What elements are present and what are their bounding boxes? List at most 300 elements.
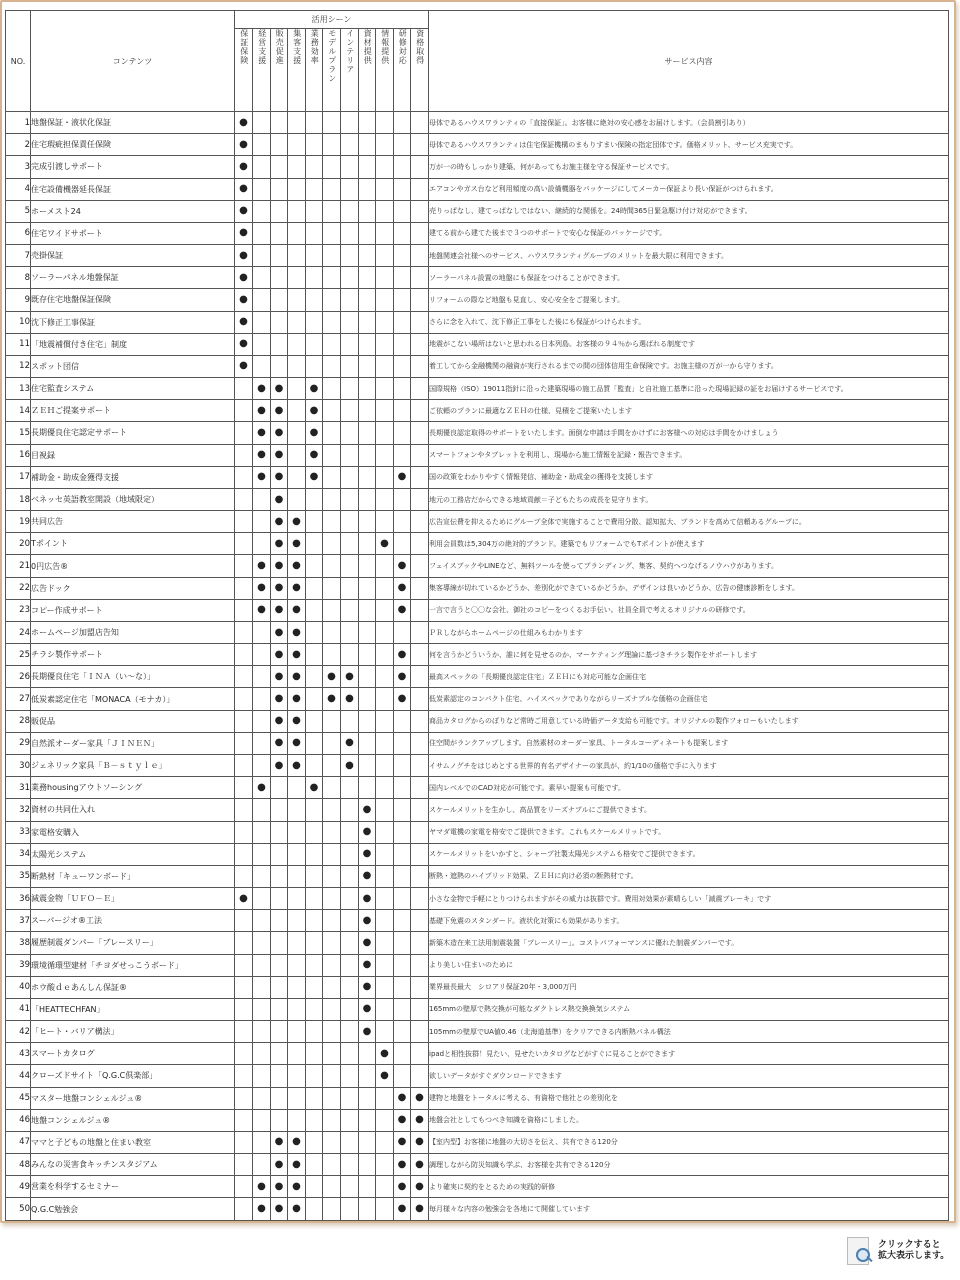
- scene-cell: [376, 599, 394, 621]
- scene-cell: [323, 511, 341, 533]
- scene-cell: [271, 799, 288, 821]
- scene-mark: ●: [323, 688, 341, 710]
- table-row: [6, 621, 949, 643]
- scene-cell: [359, 267, 376, 289]
- service-description: 利用会員数は5,304万の絶対的ブランド。建築でもリフォームでもTポイントが使えます: [429, 533, 949, 555]
- scene-mark: ●: [359, 998, 376, 1020]
- header-scene: [376, 29, 394, 112]
- scene-mark: ●: [411, 1154, 429, 1176]
- table-row: [6, 688, 949, 710]
- scene-cell: [411, 644, 429, 666]
- row-number: 31: [6, 777, 31, 799]
- scene-cell: [394, 400, 411, 422]
- scene-mark: ●: [271, 754, 288, 776]
- scene-cell: [341, 134, 359, 156]
- scene-cell: [235, 511, 253, 533]
- scene-cell: [323, 976, 341, 998]
- scene-cell: [235, 799, 253, 821]
- scene-cell: [288, 245, 306, 267]
- scene-cell: [323, 1043, 341, 1065]
- table-row: [6, 1109, 949, 1131]
- service-description: より美しい住まいのために: [429, 954, 949, 976]
- scene-cell: [288, 777, 306, 799]
- row-number: 43: [6, 1043, 31, 1065]
- table-row: [6, 777, 949, 799]
- scene-cell: [376, 422, 394, 444]
- row-number: 41: [6, 998, 31, 1020]
- scene-mark: ●: [359, 976, 376, 998]
- scene-cell: [341, 378, 359, 400]
- service-description: ご依頼のプランに最適なＺＥＨの仕様、見積をご提案いたします: [429, 400, 949, 422]
- scene-cell: [394, 954, 411, 976]
- scene-cell: [288, 976, 306, 998]
- scene-cell: [323, 1065, 341, 1087]
- scene-cell: [376, 843, 394, 865]
- scene-cell: [323, 134, 341, 156]
- scene-cell: [235, 422, 253, 444]
- service-description: 母体であるハウスワランティの「直接保証」。お客様に絶対の安心感をお届けします。（会員割引あり）: [429, 112, 949, 134]
- scene-mark: ●: [394, 688, 411, 710]
- scene-cell: [253, 688, 271, 710]
- scene-mark: ●: [341, 666, 359, 688]
- scene-mark: ●: [411, 1131, 429, 1153]
- scene-mark: ●: [411, 1109, 429, 1131]
- service-table: [5, 10, 949, 1221]
- header-scene-label: 研修対応: [398, 29, 408, 65]
- scene-cell: [394, 134, 411, 156]
- scene-cell: [288, 865, 306, 887]
- scene-cell: [323, 112, 341, 134]
- table-row: [6, 444, 949, 466]
- scene-cell: [394, 1021, 411, 1043]
- scene-cell: [271, 821, 288, 843]
- table-row: [6, 245, 949, 267]
- scene-mark: ●: [235, 222, 253, 244]
- scene-cell: [306, 644, 323, 666]
- content-name: 履歴制震ダンパー「ブレースリー」: [31, 932, 235, 954]
- table-row: [6, 1087, 949, 1109]
- scene-cell: [341, 200, 359, 222]
- scene-cell: [323, 954, 341, 976]
- scene-cell: [306, 1043, 323, 1065]
- scene-mark: ●: [306, 466, 323, 488]
- service-description: ipadと相性抜群！見たい、見せたいカタログなどがすぐに見ることができます: [429, 1043, 949, 1065]
- scene-mark: ●: [253, 400, 271, 422]
- scene-mark: ●: [288, 666, 306, 688]
- scene-cell: [411, 710, 429, 732]
- scene-cell: [306, 1154, 323, 1176]
- service-description: 一言で言うと〇〇な会社、御社のコピーをつくるお手伝い。社員全員で考えるオリジナルの研修です。: [429, 599, 949, 621]
- scene-cell: [271, 976, 288, 998]
- scene-cell: [359, 488, 376, 510]
- content-name: Q.G.C勉強会: [31, 1198, 235, 1220]
- scene-cell: [394, 754, 411, 776]
- scene-mark: ●: [235, 311, 253, 333]
- scene-cell: [253, 799, 271, 821]
- scene-mark: ●: [288, 533, 306, 555]
- scene-cell: [271, 245, 288, 267]
- row-number: 16: [6, 444, 31, 466]
- header-scene-label: 保証保険: [239, 29, 249, 65]
- scene-cell: [306, 289, 323, 311]
- scene-cell: [253, 245, 271, 267]
- scene-cell: [394, 865, 411, 887]
- magnifier-icon: [847, 1237, 873, 1265]
- scene-cell: [306, 954, 323, 976]
- scene-cell: [376, 488, 394, 510]
- scene-cell: [288, 112, 306, 134]
- service-description: さらに念を入れて、沈下修正工事をした後にも保証がつけられます。: [429, 311, 949, 333]
- scene-cell: [288, 1021, 306, 1043]
- scene-mark: ●: [271, 644, 288, 666]
- scene-cell: [235, 466, 253, 488]
- scene-cell: [235, 821, 253, 843]
- scene-cell: [323, 311, 341, 333]
- scene-mark: ●: [253, 577, 271, 599]
- table-row: [6, 178, 949, 200]
- scene-cell: [341, 1109, 359, 1131]
- scene-cell: [376, 511, 394, 533]
- service-description: 地盤会社としてもつべき知識を資格にしました。: [429, 1109, 949, 1131]
- scene-cell: [394, 267, 411, 289]
- scene-cell: [411, 599, 429, 621]
- scene-cell: [323, 599, 341, 621]
- scene-cell: [253, 311, 271, 333]
- scene-cell: [235, 1065, 253, 1087]
- scene-cell: [376, 754, 394, 776]
- scene-cell: [235, 621, 253, 643]
- scene-mark: ●: [411, 1198, 429, 1220]
- table-row: [6, 821, 949, 843]
- scene-cell: [376, 1109, 394, 1131]
- scene-mark: ●: [235, 333, 253, 355]
- table-row: [6, 112, 949, 134]
- row-number: 21: [6, 555, 31, 577]
- scene-mark: ●: [359, 799, 376, 821]
- table-row: [6, 932, 949, 954]
- scene-mark: ●: [253, 444, 271, 466]
- scene-mark: ●: [288, 688, 306, 710]
- scene-mark: ●: [253, 466, 271, 488]
- scene-mark: ●: [271, 732, 288, 754]
- service-description: ＰＲしながらホームページの仕組みもわかります: [429, 621, 949, 643]
- scene-cell: [253, 1109, 271, 1131]
- scene-mark: ●: [359, 1021, 376, 1043]
- scene-cell: [341, 444, 359, 466]
- scene-cell: [341, 112, 359, 134]
- scene-mark: ●: [394, 1109, 411, 1131]
- table-row: [6, 200, 949, 222]
- scene-cell: [306, 1109, 323, 1131]
- header-scene-label: 販売促進: [275, 29, 285, 65]
- scene-cell: [288, 998, 306, 1020]
- service-description: イサムノグチをはじめとする世界的有名デザイナーの家具が、約1/10の価格で手に入ります: [429, 754, 949, 776]
- scene-cell: [359, 1109, 376, 1131]
- scene-cell: [394, 799, 411, 821]
- scene-cell: [376, 466, 394, 488]
- scene-cell: [271, 1021, 288, 1043]
- scene-cell: [253, 888, 271, 910]
- row-number: 38: [6, 932, 31, 954]
- service-description: スマートフォンやタブレットを利用し、現場から施工情報を記録・報告できます。: [429, 444, 949, 466]
- row-number: 29: [6, 732, 31, 754]
- scene-cell: [376, 222, 394, 244]
- scene-cell: [235, 1131, 253, 1153]
- service-description: 【室内型】お客様に地盤の大切さを伝え、共有できる120分: [429, 1131, 949, 1153]
- scene-cell: [306, 666, 323, 688]
- scene-mark: ●: [394, 644, 411, 666]
- scene-cell: [253, 976, 271, 998]
- row-number: 42: [6, 1021, 31, 1043]
- service-description: 国の政策をわかりやすく情報発信、補助金・助成金の獲得を支援します: [429, 466, 949, 488]
- service-description: 国際規格（ISO）19011指針に沿った建築現場の施工品質「監査」と自社施工基準に沿った現場記録の証をお届けするサービスです。: [429, 378, 949, 400]
- scene-mark: ●: [271, 1198, 288, 1220]
- content-name: 住宅監査システム: [31, 378, 235, 400]
- content-name: ホームページ加盟店告知: [31, 621, 235, 643]
- service-description: 着工してから金融機関の融資が実行されるまでの間の団体信用生命保険です。お施主様の万が一から守ります。: [429, 355, 949, 377]
- scene-cell: [411, 400, 429, 422]
- content-name: 営業を科学するセミナー: [31, 1176, 235, 1198]
- scene-cell: [359, 777, 376, 799]
- table-row: [6, 1021, 949, 1043]
- scene-cell: [376, 378, 394, 400]
- content-name: 地盤コンシェルジュ®: [31, 1109, 235, 1131]
- scene-cell: [394, 710, 411, 732]
- table-row: [6, 998, 949, 1020]
- scene-cell: [306, 710, 323, 732]
- scene-cell: [323, 1131, 341, 1153]
- scene-mark: ●: [271, 621, 288, 643]
- scene-cell: [376, 112, 394, 134]
- scene-cell: [253, 511, 271, 533]
- scene-cell: [235, 954, 253, 976]
- table-row: [6, 1065, 949, 1087]
- service-description: 国内レベルでのCAD対応が可能です。素早い提案も可能です。: [429, 777, 949, 799]
- scene-cell: [323, 998, 341, 1020]
- table-row: [6, 843, 949, 865]
- scene-cell: [323, 267, 341, 289]
- scene-cell: [341, 599, 359, 621]
- scene-cell: [376, 289, 394, 311]
- service-description: リフォームの際など地盤も見直し、安心安全をご提案します。: [429, 289, 949, 311]
- scene-cell: [253, 821, 271, 843]
- service-description: 長期優良認定取得のサポートをいたします。面倒な申請は手間をかけずにお客様への対応は手間をかけましょう: [429, 422, 949, 444]
- scene-cell: [306, 178, 323, 200]
- scene-mark: ●: [235, 267, 253, 289]
- scene-cell: [359, 644, 376, 666]
- row-number: 8: [6, 267, 31, 289]
- scene-cell: [271, 910, 288, 932]
- scene-cell: [359, 621, 376, 643]
- scene-cell: [306, 200, 323, 222]
- scene-cell: [341, 222, 359, 244]
- scene-cell: [323, 245, 341, 267]
- scene-mark: ●: [394, 1198, 411, 1220]
- table-row: [6, 599, 949, 621]
- scene-cell: [411, 998, 429, 1020]
- scene-cell: [376, 178, 394, 200]
- content-name: 環境循環型建材「チヨダせっこうボード」: [31, 954, 235, 976]
- service-description: 建物と地盤をトータルに考える、有資格で他社との差別化を: [429, 1087, 949, 1109]
- row-number: 14: [6, 400, 31, 422]
- scene-cell: [235, 488, 253, 510]
- content-name: 「HEATTECHFAN」: [31, 998, 235, 1020]
- table-row: [6, 799, 949, 821]
- table-row: [6, 311, 949, 333]
- scene-cell: [341, 932, 359, 954]
- content-name: スーパージオ®工法: [31, 910, 235, 932]
- scene-cell: [306, 1198, 323, 1220]
- row-number: 1: [6, 112, 31, 134]
- scene-cell: [359, 245, 376, 267]
- scene-cell: [341, 710, 359, 732]
- scene-mark: ●: [235, 156, 253, 178]
- scene-cell: [271, 1065, 288, 1087]
- scene-mark: ●: [271, 511, 288, 533]
- row-number: 49: [6, 1176, 31, 1198]
- table-row: [6, 710, 949, 732]
- scene-cell: [359, 156, 376, 178]
- scene-cell: [376, 998, 394, 1020]
- scene-cell: [235, 533, 253, 555]
- scene-cell: [235, 998, 253, 1020]
- scene-cell: [253, 843, 271, 865]
- table-row: [6, 333, 949, 355]
- scene-cell: [359, 444, 376, 466]
- scene-cell: [323, 533, 341, 555]
- service-description: スケールメリットを生かし、高品質をリーズナブルにご提供できます。: [429, 799, 949, 821]
- service-description: 最高スペックの「長期優良認定住宅」ＺＥＨにも対応可能な企画住宅: [429, 666, 949, 688]
- scene-cell: [323, 1087, 341, 1109]
- scene-cell: [288, 444, 306, 466]
- scene-cell: [341, 355, 359, 377]
- scene-cell: [341, 422, 359, 444]
- table-row: [6, 976, 949, 998]
- scene-cell: [359, 666, 376, 688]
- header-scene: [306, 29, 323, 112]
- row-number: 6: [6, 222, 31, 244]
- scene-cell: [306, 754, 323, 776]
- scene-cell: [235, 1087, 253, 1109]
- table-row: [6, 355, 949, 377]
- header-scene: [288, 29, 306, 112]
- header-scene-label: インテリア: [345, 29, 355, 74]
- row-number: 13: [6, 378, 31, 400]
- scene-cell: [288, 267, 306, 289]
- scene-cell: [271, 1043, 288, 1065]
- scene-cell: [359, 710, 376, 732]
- scene-cell: [253, 1043, 271, 1065]
- scene-cell: [323, 156, 341, 178]
- scene-cell: [306, 843, 323, 865]
- scene-cell: [271, 222, 288, 244]
- scene-cell: [411, 621, 429, 643]
- scene-cell: [359, 466, 376, 488]
- scene-cell: [359, 688, 376, 710]
- scene-cell: [411, 821, 429, 843]
- header-scene-label: 集客支援: [292, 29, 302, 65]
- scene-mark: ●: [359, 865, 376, 887]
- scene-cell: [235, 400, 253, 422]
- scene-cell: [271, 200, 288, 222]
- scene-mark: ●: [341, 754, 359, 776]
- scene-cell: [323, 865, 341, 887]
- scene-cell: [323, 1109, 341, 1131]
- scene-cell: [359, 400, 376, 422]
- scene-cell: [411, 156, 429, 178]
- scene-cell: [306, 932, 323, 954]
- scene-cell: [235, 732, 253, 754]
- zoom-button[interactable]: [847, 1237, 949, 1265]
- scene-cell: [323, 555, 341, 577]
- scene-cell: [235, 666, 253, 688]
- scene-mark: ●: [394, 1154, 411, 1176]
- content-name: 地盤保証・液状化保証: [31, 112, 235, 134]
- scene-cell: [253, 910, 271, 932]
- scene-mark: ●: [394, 666, 411, 688]
- scene-cell: [288, 466, 306, 488]
- scene-mark: ●: [271, 555, 288, 577]
- scene-cell: [323, 422, 341, 444]
- row-number: 22: [6, 577, 31, 599]
- content-name: ジェネリック家具「Ｂ－ｓｔｙｌｅ」: [31, 754, 235, 776]
- scene-cell: [376, 156, 394, 178]
- content-name: ソーラーパネル地盤保証: [31, 267, 235, 289]
- scene-cell: [376, 333, 394, 355]
- scene-cell: [376, 821, 394, 843]
- scene-cell: [376, 245, 394, 267]
- scene-cell: [341, 311, 359, 333]
- row-number: 3: [6, 156, 31, 178]
- zoom-label-line2: 拡大表示します。: [878, 1251, 950, 1261]
- header-scene: [235, 29, 253, 112]
- scene-mark: ●: [394, 577, 411, 599]
- scene-cell: [253, 134, 271, 156]
- scene-cell: [376, 1154, 394, 1176]
- scene-mark: ●: [394, 599, 411, 621]
- scene-cell: [359, 1154, 376, 1176]
- row-number: 50: [6, 1198, 31, 1220]
- scene-cell: [235, 777, 253, 799]
- scene-cell: [411, 200, 429, 222]
- scene-cell: [376, 1131, 394, 1153]
- scene-cell: [271, 954, 288, 976]
- content-name: 「地震補償付き住宅」制度: [31, 333, 235, 355]
- scene-cell: [359, 599, 376, 621]
- scene-cell: [323, 1154, 341, 1176]
- scene-cell: [235, 710, 253, 732]
- scene-cell: [288, 178, 306, 200]
- scene-mark: ●: [271, 533, 288, 555]
- header-scene-label: 経営支援: [257, 29, 267, 65]
- scene-cell: [323, 732, 341, 754]
- service-description: 商品カタログからのぼりなど常時ご用意している時価データ支給も可能です。オリジナルの製作フォローもいたします: [429, 710, 949, 732]
- scene-cell: [411, 333, 429, 355]
- scene-mark: ●: [394, 1176, 411, 1198]
- scene-mark: ●: [359, 843, 376, 865]
- scene-cell: [394, 621, 411, 643]
- scene-mark: ●: [235, 888, 253, 910]
- table-row: [6, 865, 949, 887]
- scene-cell: [376, 621, 394, 643]
- table-row: [6, 400, 949, 422]
- scene-cell: [394, 998, 411, 1020]
- scene-mark: ●: [271, 688, 288, 710]
- content-name: ベネッセ英語教室開設（地域限定）: [31, 488, 235, 510]
- scene-mark: ●: [376, 1065, 394, 1087]
- scene-cell: [253, 932, 271, 954]
- scene-mark: ●: [235, 355, 253, 377]
